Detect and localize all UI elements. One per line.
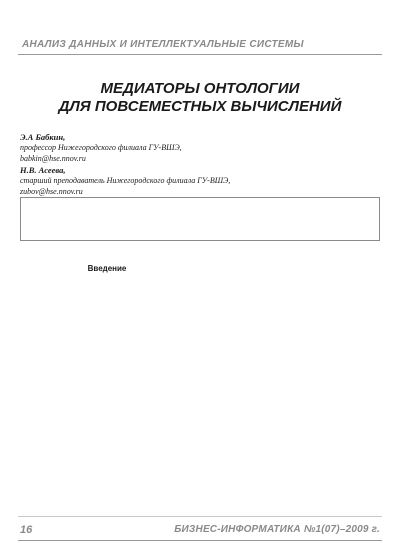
page-number: 16	[20, 524, 33, 536]
left-column-body	[20, 280, 194, 540]
introduction-heading: Введение	[87, 264, 127, 273]
title-line-1: МЕДИАТОРЫ ОНТОЛОГИИ	[100, 80, 300, 97]
author-position: профессор Нижегородского филиала ГУ-ВШЭ,	[20, 143, 182, 152]
author-email[interactable]: zubov@hse.nnov.ru	[20, 186, 83, 196]
footer-rule-top	[18, 516, 382, 517]
author-2	[20, 165, 320, 197]
section-label: АНАЛИЗ ДАННЫХ И ИНТЕЛЛЕКТУАЛЬНЫЕ СИСТЕМЫ	[22, 39, 304, 50]
author-name: Э.А Бабкин,	[20, 132, 66, 142]
section-header	[18, 38, 382, 55]
author-block	[20, 132, 320, 198]
footer-rule	[18, 540, 382, 541]
author-1	[20, 132, 320, 164]
left-column	[20, 262, 194, 278]
journal-name: БИЗНЕС-ИНФОРМАТИКА №1(07)–2009 г.	[174, 524, 380, 535]
title-line-2: ДЛЯ ПОВСЕМЕСТНЫХ ВЫЧИСЛЕНИЙ	[58, 98, 342, 115]
author-name: Н.В. Асеева,	[20, 165, 66, 175]
abstract-text	[31, 204, 369, 234]
article-title	[18, 80, 382, 116]
right-column-body	[206, 262, 380, 540]
author-email[interactable]: babkin@hse.nnov.ru	[20, 153, 86, 163]
abstract-box	[20, 197, 380, 241]
author-position: старший преподаватель Нижегородского филиала ГУ-ВШЭ,	[20, 176, 231, 185]
